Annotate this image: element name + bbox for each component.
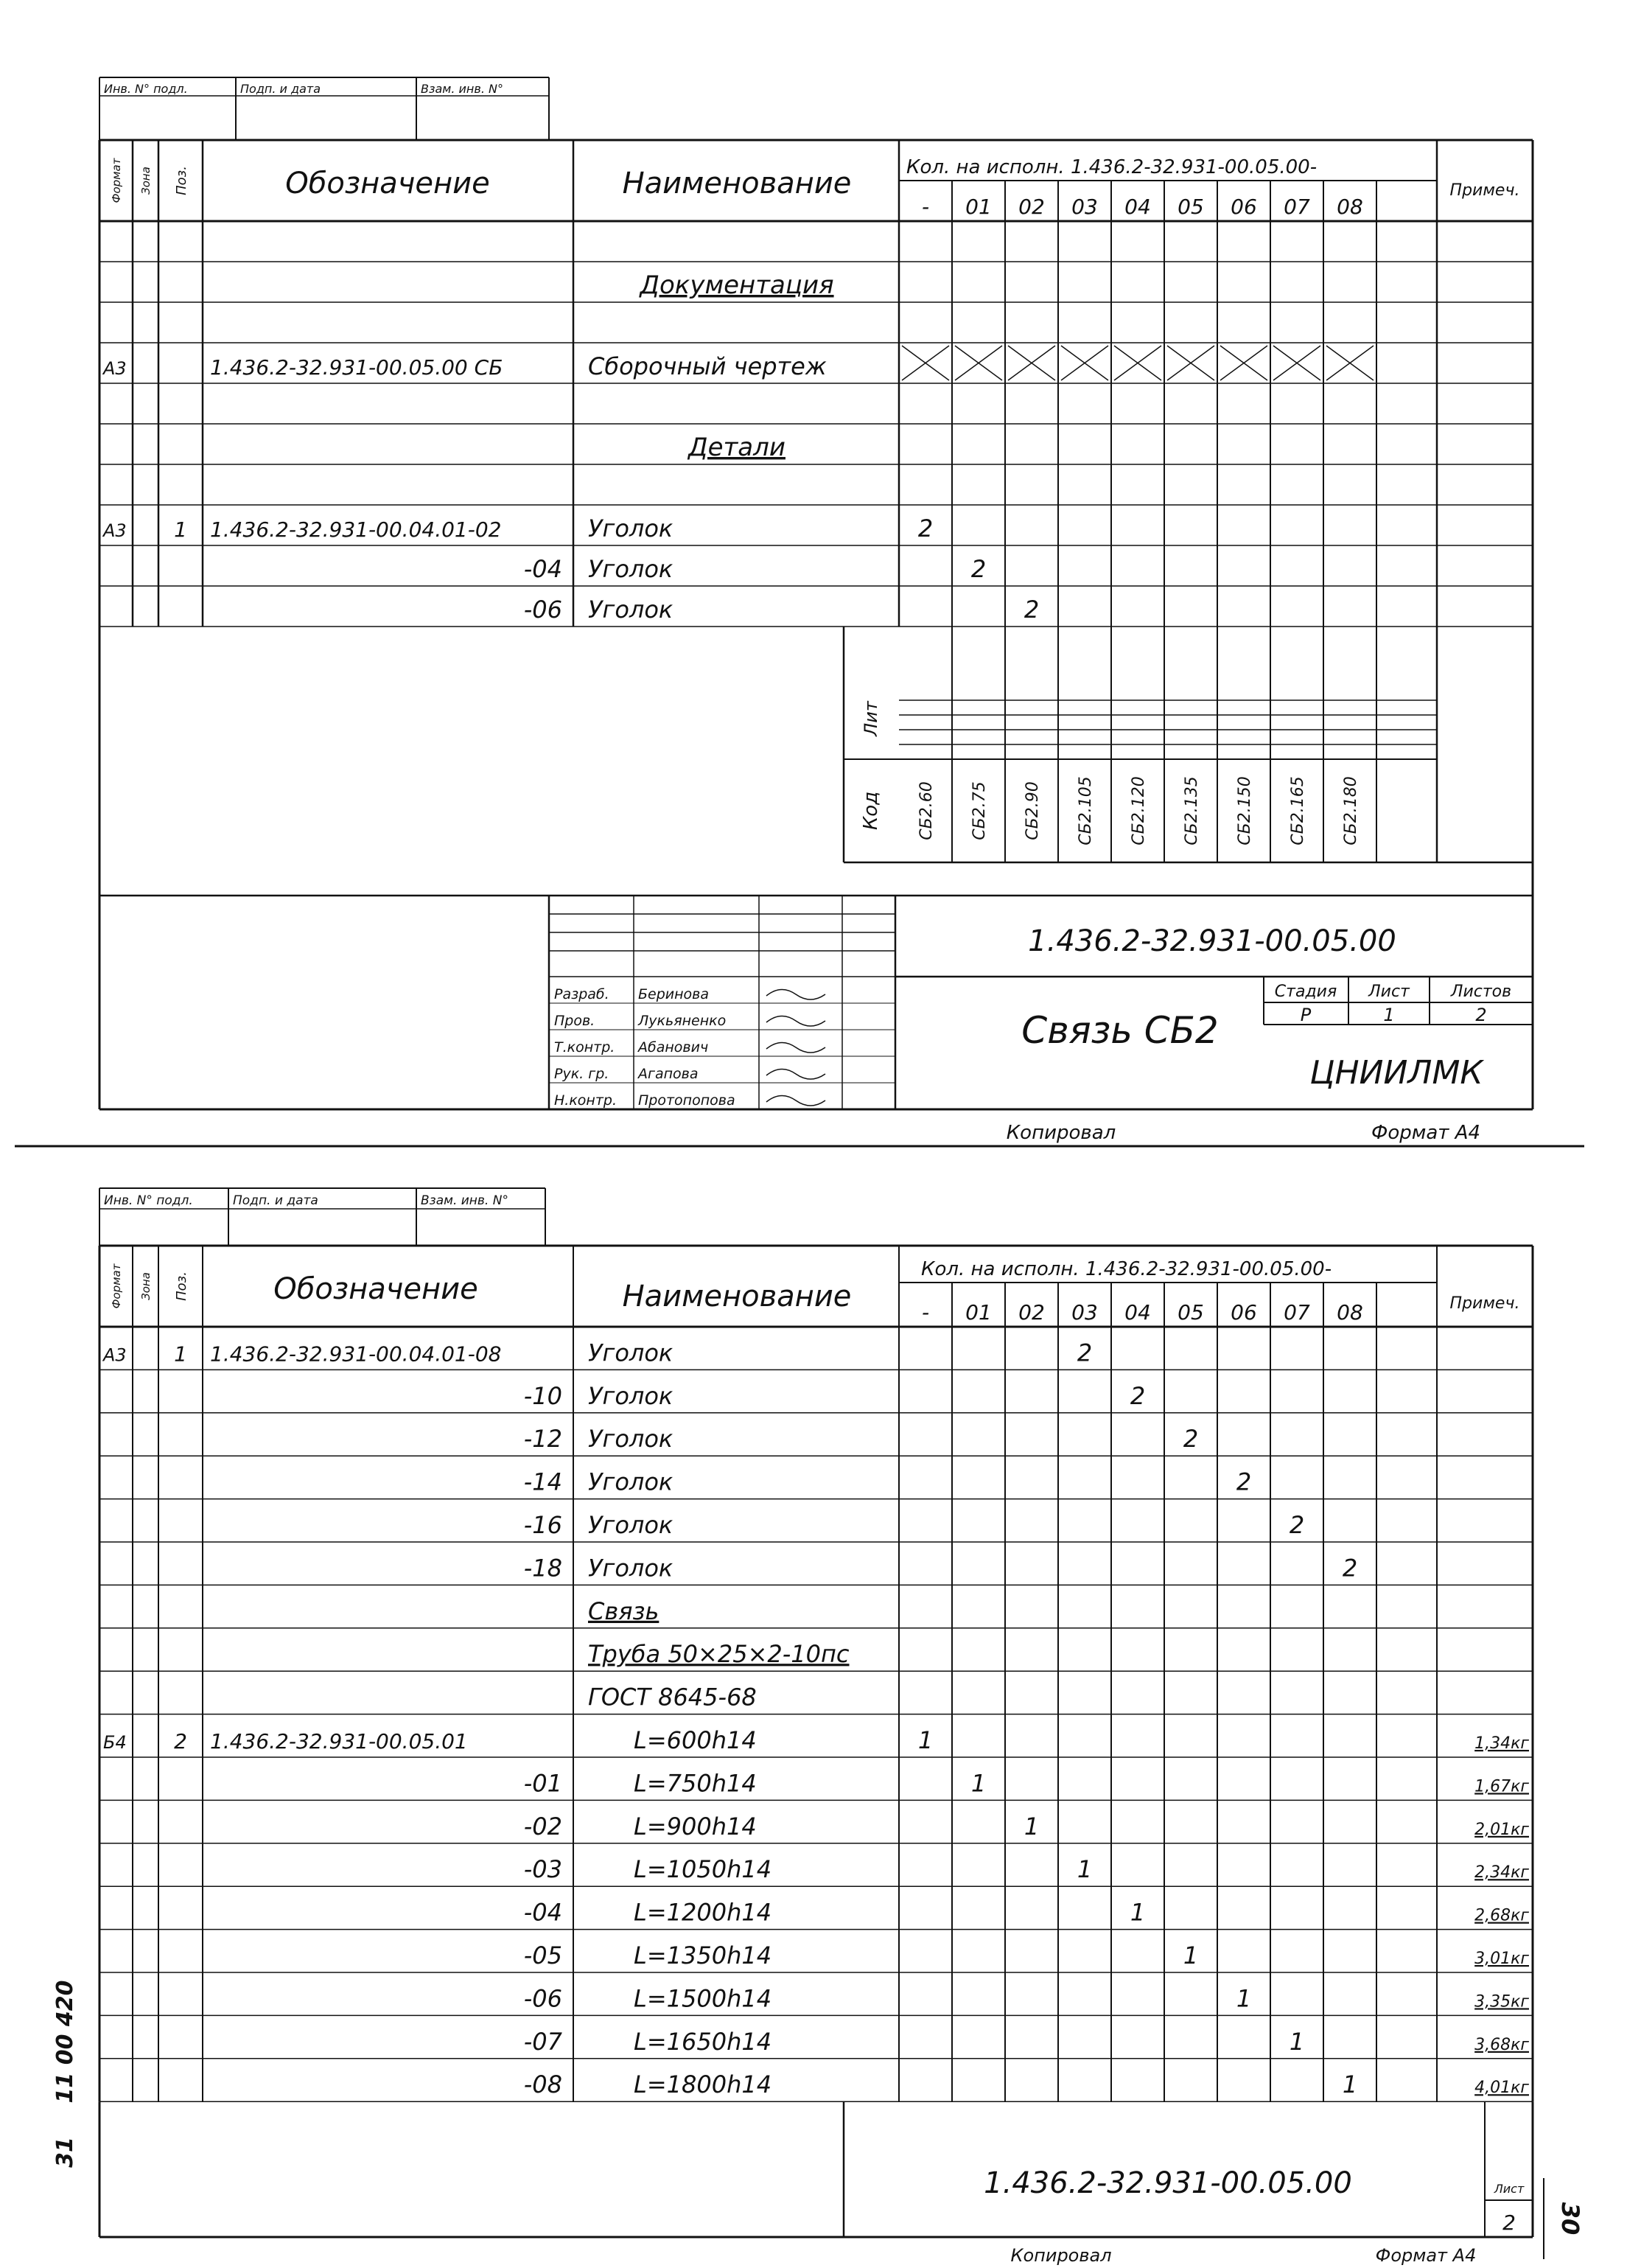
row-designation: -04 [523, 1898, 562, 1927]
header-format: Формат [110, 1263, 123, 1309]
row-designation: -04 [523, 555, 562, 583]
row-designation: -12 [523, 1425, 562, 1454]
row-name: L=1050h14 [634, 1855, 772, 1884]
header-qty-col-4: 04 [1124, 195, 1151, 219]
header-pos: Поз. [174, 166, 189, 195]
row-designation: -02 [523, 1812, 562, 1840]
signature [766, 989, 825, 999]
row-name: Уголок [588, 596, 673, 624]
header-qty-col-8: 08 [1337, 1300, 1363, 1325]
header-zone: Зона [139, 167, 153, 195]
row-note: 3,01кг [1474, 1950, 1529, 1968]
row-name: L=750h14 [634, 1769, 757, 1798]
row-qty: 2 [1289, 1511, 1305, 1539]
header-qty-col-6: 06 [1231, 195, 1257, 219]
header-format: Формат [110, 158, 123, 203]
person-name: Протопопова [638, 1092, 735, 1109]
person-role: Н.контр. [554, 1092, 617, 1109]
person-role: Пров. [554, 1013, 595, 1029]
row-designation: -06 [523, 1984, 562, 2013]
row-note: 2,01кг [1474, 1820, 1529, 1839]
row-pos: 2 [174, 1729, 187, 1754]
row-designation: -05 [523, 1941, 562, 1969]
row-name: Уголок [588, 555, 673, 583]
header-pos: Поз. [174, 1271, 189, 1301]
title-name: Связь СБ2 [1021, 1009, 1219, 1052]
person-name: Лукьяненко [638, 1013, 727, 1029]
person-role: Рук. гр. [554, 1066, 609, 1082]
footer-copied: Копировал [1010, 2245, 1112, 2265]
code-value: СБ2.165 [1289, 776, 1307, 845]
stamp-inv-label: Инв. N° подл. [104, 82, 188, 96]
row-name: Уголок [588, 1381, 673, 1410]
row-format: А3 [103, 358, 127, 379]
row-qty: 2 [1077, 1339, 1093, 1367]
footer-copied: Копировал [1006, 1122, 1116, 1144]
header-qty-col-7: 07 [1284, 195, 1310, 219]
row-designation: 1.436.2-32.931-00.04.01-08 [210, 1341, 502, 1367]
sheet-label: Лист [1494, 2182, 1525, 2196]
row-name: L=1500h14 [634, 1984, 772, 2013]
header-qty-col-5: 05 [1178, 195, 1204, 219]
row-format: А3 [103, 520, 127, 541]
stamp-inv2-label: Взам. инв. N° [421, 82, 503, 96]
header-note: Примеч. [1449, 1294, 1520, 1313]
sheet-value: 1 [1383, 1005, 1395, 1025]
title-doc-number: 1.436.2-32.931-00.05.00 [1028, 924, 1396, 958]
code-value: СБ2.120 [1130, 776, 1148, 845]
person-role: Разраб. [554, 986, 609, 1002]
row-qty: 2 [970, 555, 987, 583]
row-designation: -06 [523, 596, 562, 624]
row-name: L=1650h14 [634, 2027, 772, 2056]
row-qty: 1 [970, 1769, 987, 1798]
header-qty-col-3: 03 [1071, 195, 1098, 219]
header-note: Примеч. [1449, 181, 1520, 200]
footer-format: Формат А4 [1371, 1122, 1481, 1144]
row-designation: -03 [523, 1855, 562, 1884]
row-designation: -07 [523, 2027, 562, 2056]
row-designation: 1.436.2-32.931-00.04.01-02 [210, 517, 502, 542]
code-value: СБ2.150 [1236, 776, 1254, 845]
header-zone: Зона [139, 1272, 153, 1300]
section-heading: Детали [688, 433, 785, 462]
row-name: L=1350h14 [634, 1941, 772, 1969]
row-qty: 2 [1236, 1468, 1252, 1496]
archive-number: 11 00 420 [52, 1980, 78, 2104]
row-note: 2,68кг [1474, 1906, 1529, 1925]
row-qty: 1 [1130, 1898, 1146, 1927]
row-pos: 1 [174, 517, 187, 542]
code-value: СБ2.105 [1077, 776, 1095, 845]
signature [766, 1069, 825, 1079]
row-name: L=600h14 [634, 1726, 757, 1754]
row-qty: 2 [1342, 1554, 1358, 1583]
header-designation: Обозначение [273, 1272, 478, 1306]
row-qty: 1 [1077, 1855, 1093, 1884]
row-qty: 2 [1183, 1425, 1199, 1454]
code-value: СБ2.90 [1024, 781, 1042, 840]
row-name: Уголок [588, 1468, 673, 1496]
header-qty-col-2: 02 [1018, 195, 1045, 219]
row-qty: 1 [1024, 1812, 1040, 1840]
row-name: ГОСТ 8645-68 [588, 1683, 757, 1712]
header-qty-col-1: 01 [965, 195, 992, 219]
stamp-inv2-label: Взам. инв. N° [421, 1193, 508, 1208]
row-note: 2,34кг [1474, 1863, 1529, 1883]
signature [766, 1042, 825, 1053]
header-qty-col-8: 08 [1337, 195, 1363, 219]
row-name: Труба 50×25×2-10пс [588, 1640, 850, 1669]
stamp-sign-label: Подп. и дата [233, 1193, 318, 1208]
stamp-sign-label: Подп. и дата [240, 82, 321, 96]
title-doc-number: 1.436.2-32.931-00.05.00 [984, 2166, 1352, 2200]
code-value: СБ2.180 [1342, 776, 1360, 845]
header-qty-col-0: - [921, 195, 930, 219]
row-name: Уголок [588, 1554, 673, 1583]
page-number-right: 30 [1556, 2202, 1584, 2236]
row-designation: -01 [523, 1769, 562, 1798]
row-qty: 2 [1024, 596, 1040, 624]
stage-label: Стадия [1274, 983, 1337, 1001]
code-value: СБ2.60 [917, 781, 936, 840]
row-pos: 1 [174, 1341, 187, 1367]
footer-format: Формат А4 [1375, 2245, 1477, 2265]
stamp-inv-label: Инв. N° подл. [104, 1193, 193, 1208]
row-format: Б4 [103, 1732, 127, 1753]
kod-label: Код [860, 791, 882, 831]
lit-label: Лит [861, 701, 881, 736]
row-name: L=1800h14 [634, 2070, 772, 2099]
row-qty: 1 [1342, 2070, 1358, 2099]
signature [766, 1095, 825, 1106]
row-name: Уголок [588, 1339, 673, 1367]
row-note: 4,01кг [1474, 2079, 1529, 2098]
person-role: Т.контр. [554, 1039, 615, 1056]
row-name: Связь [588, 1597, 659, 1625]
row-name: Уголок [588, 1425, 673, 1454]
header-qty-col-3: 03 [1071, 1300, 1098, 1325]
sheet-label: Лист [1368, 983, 1410, 1001]
row-designation: -10 [523, 1381, 562, 1410]
section-heading: Документация [640, 271, 834, 300]
header-qty-col-1: 01 [965, 1300, 992, 1325]
row-name: L=900h14 [634, 1812, 757, 1840]
row-qty: 1 [1236, 1984, 1252, 2013]
row-designation: -08 [523, 2070, 562, 2099]
row-qty: 2 [1130, 1381, 1146, 1410]
row-qty: 2 [917, 514, 934, 542]
sheets-label: Листов [1450, 983, 1512, 1001]
page-number-left: 31 [52, 2137, 78, 2168]
row-note: 3,35кг [1474, 1992, 1529, 2011]
header-designation: Обозначение [285, 167, 490, 200]
row-note: 1,67кг [1474, 1777, 1529, 1796]
person-name: Абанович [638, 1039, 709, 1056]
signature [766, 1016, 825, 1026]
row-name: Сборочный чертеж [588, 352, 827, 380]
header-qty-caption: Кол. на исполн. 1.436.2-32.931-00.05.00- [921, 1258, 1332, 1280]
code-value: СБ2.135 [1183, 776, 1201, 845]
sheets-value: 2 [1475, 1005, 1487, 1025]
row-note: 3,68кг [1474, 2035, 1529, 2054]
row-qty: 1 [917, 1726, 934, 1754]
row-designation: 1.436.2-32.931-00.05.01 [210, 1729, 468, 1754]
header-name: Наименование [622, 167, 852, 200]
row-name: Уголок [588, 1511, 673, 1539]
row-qty: 1 [1183, 1941, 1199, 1969]
code-value: СБ2.75 [970, 781, 989, 840]
row-designation: -18 [523, 1554, 562, 1583]
header-qty-caption: Кол. на исполн. 1.436.2-32.931-00.05.00- [906, 156, 1318, 178]
header-qty-col-5: 05 [1178, 1300, 1204, 1325]
row-name: Уголок [588, 514, 673, 542]
header-qty-col-4: 04 [1124, 1300, 1151, 1325]
row-designation: -16 [523, 1511, 562, 1539]
header-qty-col-2: 02 [1018, 1300, 1045, 1325]
person-name: Беринова [638, 986, 710, 1002]
header-qty-col-6: 06 [1231, 1300, 1257, 1325]
stage-value: Р [1300, 1005, 1312, 1025]
row-format: А3 [103, 1344, 127, 1366]
header-qty-col-0: - [921, 1300, 930, 1325]
person-name: Агапова [638, 1066, 699, 1082]
header-name: Наименование [622, 1280, 852, 1313]
row-designation: -14 [523, 1468, 562, 1496]
row-designation: 1.436.2-32.931-00.05.00 СБ [210, 355, 503, 380]
row-qty: 1 [1289, 2027, 1305, 2056]
title-org: ЦНИИЛМК [1309, 1054, 1483, 1092]
sheet-value: 2 [1502, 2211, 1516, 2235]
row-name: L=1200h14 [634, 1898, 772, 1927]
row-note: 1,34кг [1474, 1734, 1529, 1753]
header-qty-col-7: 07 [1284, 1300, 1310, 1325]
